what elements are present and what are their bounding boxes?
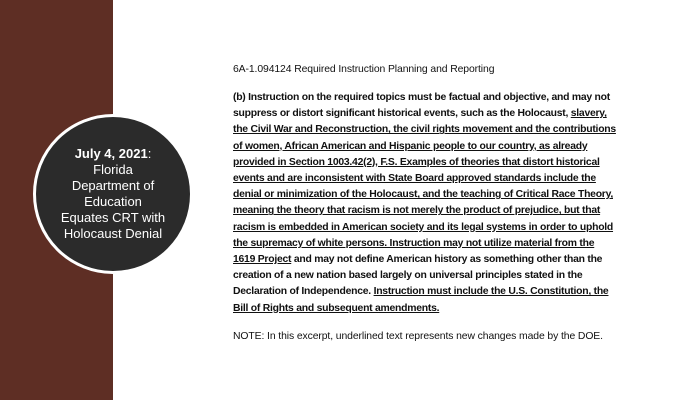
document-excerpt: [233, 64, 618, 342]
title-line: Florida: [93, 162, 133, 177]
title-line: Department of: [71, 178, 155, 193]
body-segment: (b) Instruction on the required topics must be factual and objective, and may not suppress or distort significant historical events, such as the Holocaust,: [233, 92, 610, 120]
document-note: NOTE: In this excerpt, underlined text represents new changes made by the DOE.: [233, 330, 603, 342]
body-segment-underlined: slavery, the Civil War and Reconstruction, the civil rights movement and the contributions of women, African American and Hispanic people to our country, as already provided in Section 1003.42(2), F.S. Examples of theories that distort historical events and are inconsistent with State Board approved standards include the denial or minimization of the Holocaust, and the teaching of Critical Race Theory, meaning the theory that racism is not merely the product of prejudice, but that racism is embedded in American society and its legal systems in order to uphold the supremacy of white persons. Instruction may not utilize material from the 1619 Project: [233, 108, 616, 266]
document-body: [233, 90, 618, 317]
title-date: July 4, 2021: [74, 146, 148, 161]
title-line: Education: [84, 194, 142, 209]
title-date-colon: :: [147, 146, 152, 161]
title-date-line: [75, 146, 152, 162]
title-line: Equates CRT with: [60, 210, 166, 225]
body-segment-underlined: Instruction must include the U.S. Constitution, the Bill of Rights and subsequent amendments.: [233, 286, 609, 314]
title-line: Holocaust Denial: [63, 226, 163, 241]
title-circle: [33, 114, 193, 274]
body-segment: and may not define American history as something other than the creation of a new nation based largely on universal principles stated in the Declaration of Independence.: [233, 254, 603, 298]
document-heading: 6A-1.094124 Required Instruction Planning and Reporting: [233, 64, 495, 75]
